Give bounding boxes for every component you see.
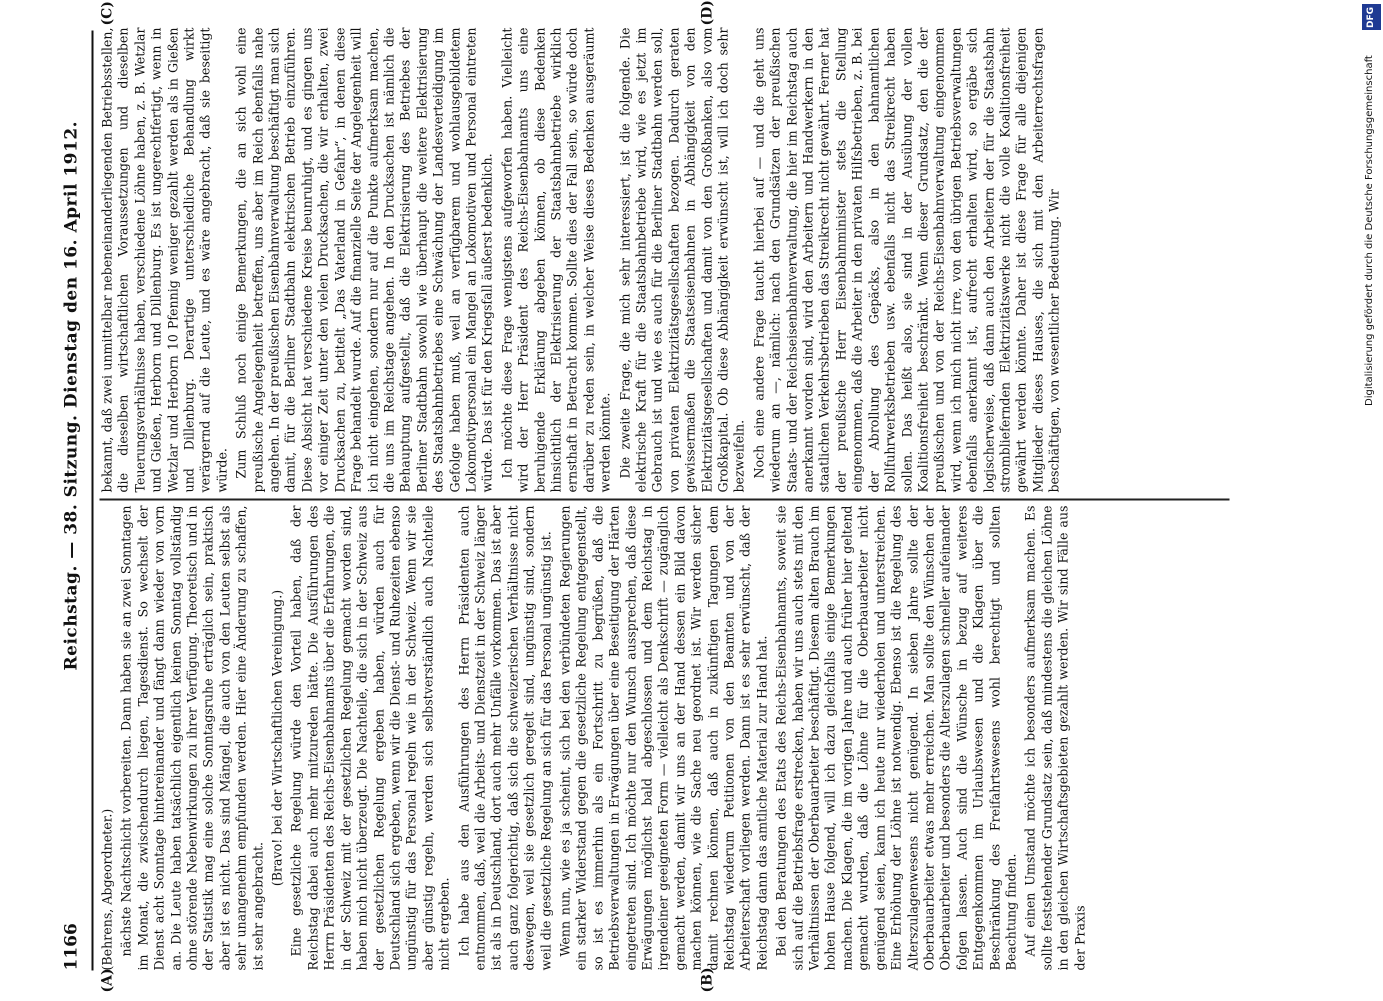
paragraph: Auf einen Umstand möchte ich besonders aufmerksam machen. Es sollte feststehender Grundsatz sein, daß mindestens die gleichen Löhne in den gleichen Wirtschaftsgebieten gezahlt werden. Wir sind Fälle aus der Praxis: [1022, 505, 1088, 971]
dfg-logo-text: DFG: [1366, 6, 1376, 28]
paragraph: Ich möchte diese Frage wenigstens aufgeworfen haben. Vielleicht wird der Herr Präsident des Reichs-Eisenbahnamts uns eine beruhigende Erklärung abgeben können, ob diese Bedenken hinsichtlich der Elektrisierung der Staatsbahnbetriebe wirklich ernsthaft in Betracht kommen. Sollte dies der Fall sein, so würde doch darüber zu reden sein, in welcher Weise dieses Bedenken ausgeräumt werden könnte.: [499, 27, 613, 493]
paragraph: Noch eine andere Frage taucht hierbei auf — und die geht uns wiederum an —, nämlich: nach den Grundsätzen der preußischen Staats- und der Reichseisenbahnverwaltung, die hier im Reichstag auch anerkannt worden sind, wird den Arbeitern und Handwerkern in den staatlichen Verkehrsbetrieben das Streikrecht nicht gewährt. Ferner hat der preußische Herr Eisenbahnminister stets die Stellung eingenommen, daß die Arbeiter in den privaten Hilfsbetrieben, z. B. bei der Abrollung des Gepäcks, also in den bahnamtlichen Rollfuhrwerksbetrieben usw. ebenfalls nicht das Streikrecht haben sollen. Das heißt also, sie sind in der Ausübung der vollen Koalitionsfreiheit beschränkt. Wenn dieser Grundsatz, den die der preußischen und von der Reichs-Eisenbahnverwaltung eingenommen wird, wenn ich mich nicht irre, von den übrigen Betriebsverwaltungen ebenfalls anerkannt ist, aufrecht erhalten wird, so ergäbe sich logischerweise, daß dann auch den Arbeitern der für die Staatsbahn strombliefernden Elektrizitätswerke nicht die volle Koalitionsfreiheit gewährt werden könnte. Daher ist diese Frage für alle diejenigen Mitglieder dieses Hauses, die sich mit den Arbeiterrechtsfragen beschäftigen, von wesentlicher Bedeutung. Wir: [751, 27, 1062, 493]
speaker-note: (Behrens, Abgeordneter.): [99, 808, 115, 971]
margin-mark-b: (B): [699, 967, 716, 993]
paragraph: Eine gesetzliche Regelung würde den Vorteil haben, daß der Reichstag dabei auch mehr mitzureden hätte. Die Ausführungen des Herrn Präsidenten des Reichs-Eisenbahnamts über die Erfahrungen, die in der Schweiz mit der gesetzlichen Regelung gemacht worden sind, haben mich nicht überzeugt. Die Nachteile, die sich in der Schweiz aus der gesetzlichen Regelung ergeben haben, würden auch für Deutschland sich ergeben, wenn wir die Dienst- und Ruhezeiten ebenso ungünstig für das Personal regeln wie in der Schweiz. Wenn wir sie aber günstig regeln, werden sich selbstverständlich auch Nachteile nicht ergeben.: [288, 505, 452, 971]
right-column: [100, 28, 1230, 493]
paragraph: Bei den Beratungen des Etats des Reichs-Eisenbahnamts, soweit sie sich auf die Betriebsfrage erstrecken, haben wir uns auch stets mit den Verhältnissen der Oberbauarbeiter beschäftigt. Diesem alten Brauch im hohen Hause folgend, will ich dazu gleichfalls einige Bemerkungen machen. Die Klagen, die im vorigen Jahre und auch früher hier geltend gemacht wurden, daß die Löhne für die Oberbauarbeiter nicht genügend seien, kann ich heute nur wiederholen und unterstreichen. Eine Erhöhung der Löhne ist notwendig. Ebenso ist die Regelung des Alterszulagenwesens nicht genügend. In sieben Jahre sollte der Oberbauarbeiter etwas mehr erreichen. Man sollte den Wünschen der Oberbauarbeiter und besonders die Alterszulagen schneller aufeinander folgen lassen. Auch sind die Wünsche in bezug auf weiteres Entgegenkommen im Urlaubswesen und die Klagen über die Beschränkung des Freifahrtswesens wohl berechtigt und sollten Beachtung finden.: [773, 505, 1019, 971]
paragraph: Wenn nun, wie es ja scheint, sich bei den verbündeten Regierungen ein starker Widerstand gegen die gesetzliche Regelung entgegenstellt, so ist es immerhin als ein Fortschritt zu begrüßen, daß die Betriebsverwaltungen in Erwägungen über eine Beseitigung der Härten eingetreten sind. Ich möchte nur den Wunsch aussprechen, daß diese Erwägungen möglichst bald abgeschlossen und dem Reichstag in irgendeiner geeigneten Form — vielleicht als Denkschrift — zugänglich gemacht werden, damit wir uns an der Hand dessen ein Bild davon machen können, wie die Sache neu geordnet ist. Wir werden sicher damit rechnen können, daß auch in zukünftigen Tagungen dem Reichstag wiederum Petitionen von den Beamten und von der Arbeiterschaft vorliegen werden. Dann ist es sehr erwünscht, daß der Reichstag dann das amtliche Material zur Hand hat.: [557, 505, 770, 971]
page-header: [62, 31, 90, 971]
running-head: Reichstag. — 38. Sitzung. Dienstag den 16. April 1912.: [61, 120, 82, 671]
paragraph: bekannt, daß zwei unmittelbar nebeneinanderliegenden Betriebsstellen, die dieselben wirtschaftlichen Voraussetzungen und dieselben Teuerungsverhältnisse haben, verschiedene Löhne haben, z. B. Wetzlar und Gießen, Herborn und Dillenburg. Es ist ungerechtfertigt, wenn in Wetzlar und Herborn 10 Pfennig weniger gezahlt werden als in Gießen und Dillenburg. Derartige unterschiedliche Behandlung wirkt verärgernd auf die Leute, und es wäre angebracht, daß sie beseitigt würde.: [99, 27, 230, 493]
margin-mark-a: (A): [99, 968, 116, 993]
paragraph: nächste Nachtschicht vorbereiten. Dann haben sie an zwei Sonntagen im Monat, die zwischendurch liegen, Tagesdienst. So wechselt der Dienst acht Sonntage hintereinander und fängt dann wieder von vorn an. Die Leute haben tatsächlich eigentlich keinen Sonntag vollständig ohne störende Nebenwirkungen zu ihrer Verfügung. Theoretisch und in der Statistik mag eine solche Sonntagsruhe erträglich sein, praktisch aber ist es nicht. Das sind Mängel, die auch von den Leuten selbst als sehr unangenehm empfunden werden. Hier eine Änderung zu schaffen, ist sehr angebracht.: [118, 505, 266, 971]
margin-mark-c: (C): [99, 1, 116, 26]
paragraph: Zum Schluß noch einige Bemerkungen, die an sich wohl eine preußische Angelegenheit betreffen, uns aber im Reich ebenfalls nahe angehen. In der preußischen Eisenbahnverwaltung beschäftigt man sich damit, für die Berliner Stadtbahn elektrischen Betrieb einzuführen. Diese Absicht hat verschiedene Kreise beunruhigt, und es gingen uns vor einiger Zeit unter den vielen Drucksachen, die wir erhalten, zwei Drucksachen zu, betitelt „Das Vaterland in Gefahr“, in denen diese Frage behandelt wurde. Auf die finanzielle Seite der Angelegenheit will ich nicht eingehen, sondern nur auf die Punkte aufmerksam machen, die uns im Reichstage angehen. In den Drucksachen ist nämlich die Behauptung aufgestellt, daß die Elektrisierung des Betriebes der Berliner Stadtbahn sowohl wie überhaupt die weitere Elektrisierung des Staatsbahnbetriebes eine Schwächung der Landesverteidigung im Gefolge haben muß, weil an verfügbarem und wohlausgebildetem Lokomotivpersonal ein Mangel an Lokomotiven und Personal eintreten würde. Das ist für den Kriegsfall äußerst bedenklich.: [233, 27, 495, 493]
page-number: 1166: [61, 923, 82, 971]
paragraph: Ich habe aus den Ausführungen des Herrn Präsidenten auch entnommen, daß, weil die Arbeits- und Dienstzeit in der Schweiz länger ist als in Deutschland, dort auch mehr Unfälle vorkommen. Das ist aber auch ganz folgerichtig, daß sich die schweizerischen Verhältnisse nicht deswegen, weil sie gesetzlich geregelt sind, ungünstig sind, sondern weil die gesetzliche Regelung an sich für das Personal ungünstig ist.: [456, 505, 554, 971]
digitization-footer: [1360, 0, 1383, 1000]
column-divider: [100, 499, 1230, 501]
margin-mark-d: (D): [699, 0, 716, 26]
header-rule: [92, 31, 94, 971]
interjection: (Bravo! bei der Wirtschaftlichen Vereinigung.): [269, 589, 285, 887]
left-column: [100, 506, 1230, 971]
digitization-credit: Digitalisierung gefördert durch die Deutsche Forschungsgemeinschaft: [1364, 55, 1375, 406]
paragraph: Die zweite Frage, die mich sehr interessiert, ist die folgende. Die elektrische Kraft für die Staatsbahnbetriebe wird, wie es jetzt im Gebrauch ist und wie es auch für die Berliner Stadtbahn werden soll, von privaten Elektrizitätsgesellschaften bezogen. Dadurch geraten gewissermaßen die Staatseisenbahnen in Abhängigkeit von den Elektrizitätsgesellschaften und damit von den Großbanken, also vom Großkapital. Ob diese Abhängigkeit erwünscht ist, will ich doch sehr bezweifeln.: [617, 27, 747, 493]
dfg-logo: [1362, 4, 1381, 30]
rotated-page: [0, 1, 1383, 1001]
